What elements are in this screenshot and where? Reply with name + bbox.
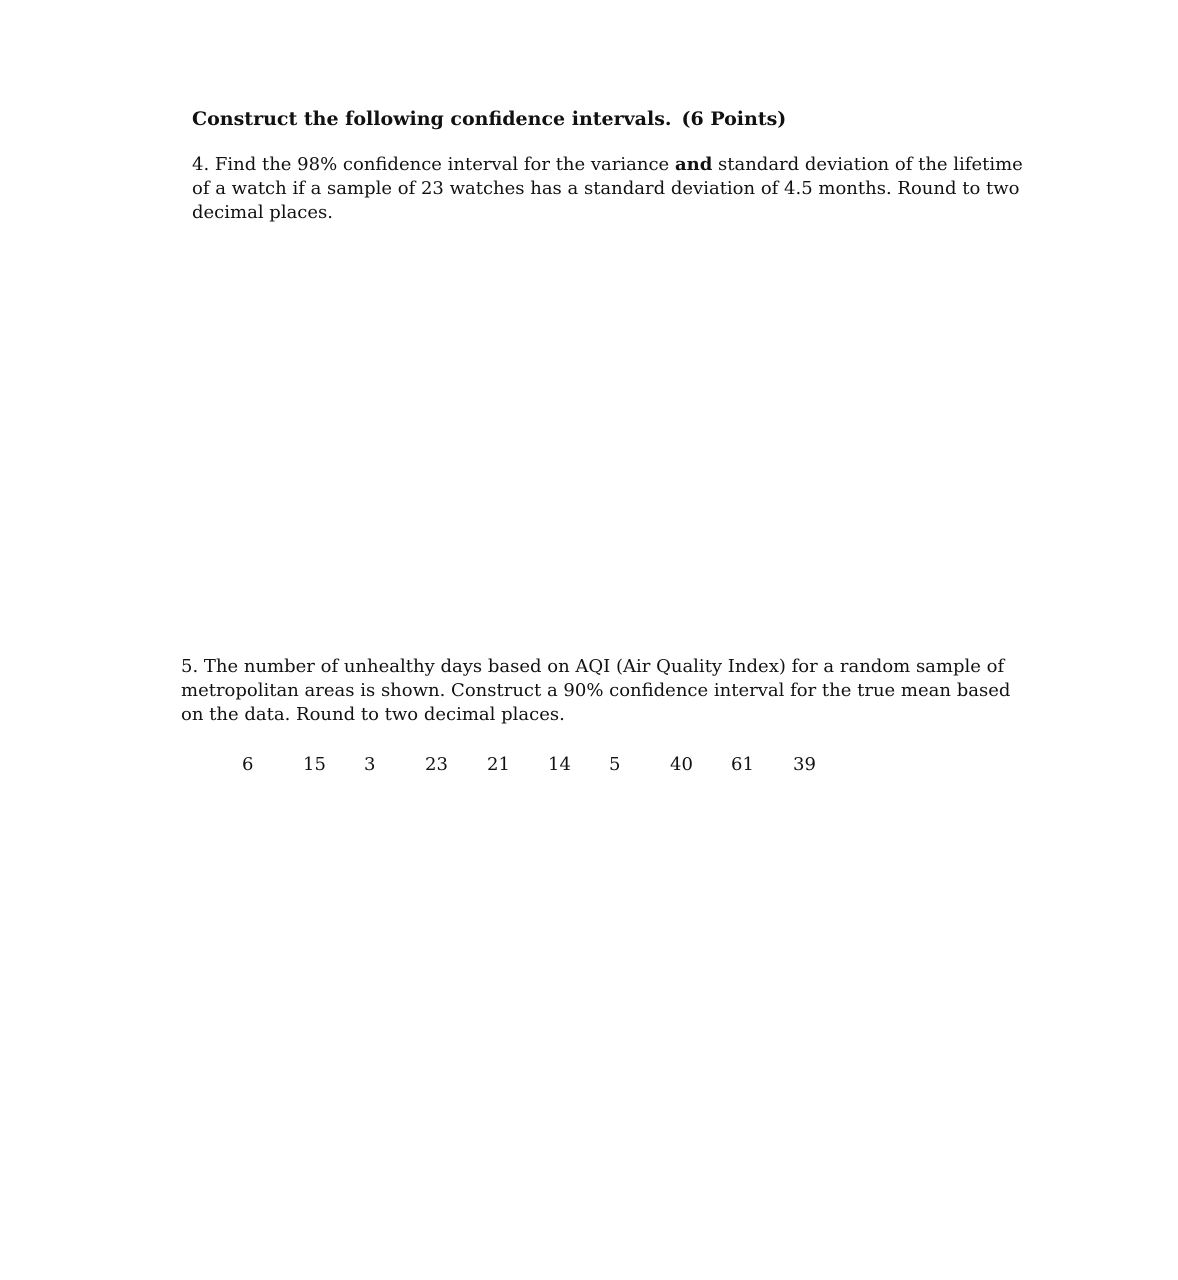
data-value: 23 bbox=[425, 754, 448, 775]
data-value: 3 bbox=[364, 754, 376, 775]
data-value: 21 bbox=[487, 754, 510, 775]
question-5-line-2: metropolitan areas is shown. Construct a 90% confidence interval for the true mean based bbox=[181, 680, 1011, 701]
question-4 bbox=[192, 153, 1023, 225]
question-5-line-1: 5. The number of unhealthy days based on AQI (Air Quality Index) for a random sample of bbox=[181, 656, 1005, 677]
data-value: 14 bbox=[548, 754, 571, 775]
question-4-text-b: standard deviation of the lifetime bbox=[712, 154, 1023, 175]
data-value: 39 bbox=[793, 754, 816, 775]
question-4-text-a: 4. Find the 98% confidence interval for the variance bbox=[192, 154, 675, 175]
data-value: 5 bbox=[609, 754, 621, 775]
data-value: 6 bbox=[242, 754, 254, 775]
question-4-line-1 bbox=[192, 153, 1023, 177]
question-4-bold-and: and bbox=[674, 154, 713, 175]
heading-text: Construct the following confidence intervals. bbox=[192, 108, 672, 130]
question-5 bbox=[181, 655, 1011, 727]
data-value: 15 bbox=[303, 754, 326, 775]
data-value: 40 bbox=[670, 754, 693, 775]
question-4-line-3: decimal places. bbox=[192, 202, 333, 223]
question-4-line-2: of a watch if a sample of 23 watches has a standard deviation of 4.5 months. Round to two bbox=[192, 178, 1020, 199]
heading-points: (6 Points) bbox=[681, 108, 787, 130]
section-heading bbox=[192, 105, 786, 133]
data-value: 61 bbox=[731, 754, 754, 775]
data-values-row bbox=[0, 752, 1178, 778]
question-5-line-3: on the data. Round to two decimal places. bbox=[181, 704, 565, 725]
